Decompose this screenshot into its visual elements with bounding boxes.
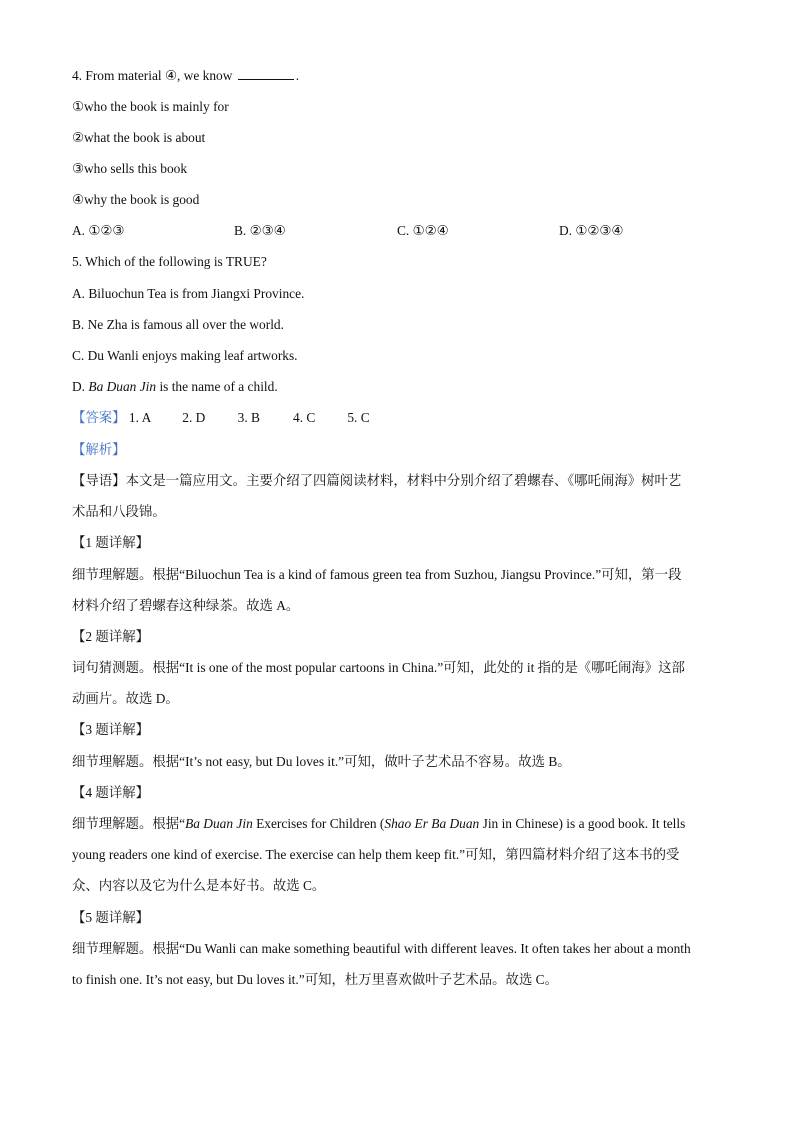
detail-4-italic: Ba Duan Jin <box>185 816 253 831</box>
question-5-stem: 5. Which of the following is TRUE? <box>72 254 267 269</box>
answer-item: 4. C <box>293 410 316 425</box>
detail-2-line-1: 词句猜测题。根据“It is one of the most popular cartoons in China.”可知，此处的 it 指的是《哪吒闹海》这部 <box>72 660 685 675</box>
detail-5-line-2: to finish one. It’s not easy, but Du loves it.”可知，杜万里喜欢做叶子艺术品。故选 C。 <box>72 972 559 987</box>
detail-4-text: Exercises for Children ( <box>252 816 385 831</box>
q5-option-a: A. Biluochun Tea is from Jiangxi Province. <box>72 286 305 301</box>
detail-3-label: 【3 题详解】 <box>72 722 149 737</box>
answer-item: 5. C <box>347 410 370 425</box>
q4-option-a: A. ①②③ <box>72 223 125 238</box>
answer-blank <box>238 67 294 80</box>
q4-option-b: B. ②③④ <box>234 223 286 238</box>
answer-item: 3. B <box>237 410 260 425</box>
detail-3-line-1: 细节理解题。根据“It’s not easy, but Du loves it.”可知，做叶子艺术品不容易。故选 B。 <box>72 754 571 769</box>
detail-4-line-2: young readers one kind of exercise. The exercise can help them keep fit.”可知，第四篇材料介绍了这本书的受 <box>72 847 680 862</box>
question-4-text: 4. From material ④, we know <box>72 68 233 83</box>
detail-5-label: 【5 题详解】 <box>72 910 149 925</box>
detail-2-label: 【2 题详解】 <box>72 629 149 644</box>
q4-option-c: C. ①②④ <box>397 223 449 238</box>
q4-item-2: ②what the book is about <box>72 130 206 145</box>
detail-1-line-1: 细节理解题。根据“Biluochun Tea is a kind of famous green tea from Suzhou, Jiangsu Province.”可知，第一段 <box>72 567 682 582</box>
detail-1-line-2: 材料介绍了碧螺春这种绿茶。故选 A。 <box>72 598 300 613</box>
q5-option-d-letter: D. <box>72 379 86 394</box>
q4-option-d: D. ①②③④ <box>559 223 624 238</box>
guide-label: 【导语】 <box>72 473 126 488</box>
question-4-end: . <box>295 68 300 83</box>
detail-4-line-3: 众、内容以及它为什么是本好书。故选 C。 <box>72 878 326 893</box>
guide-text: 本文是一篇应用文。主要介绍了四篇阅读材料，材料中分别介绍了碧螺春、《哪吒闹海》树叶艺 <box>125 473 682 488</box>
guide-line-1 <box>72 472 681 490</box>
q4-item-3: ③who sells this book <box>72 161 188 176</box>
answer-line <box>72 409 370 427</box>
q5-option-c: C. Du Wanli enjoys making leaf artworks. <box>72 348 298 363</box>
detail-4-text: 细节理解题。根据“ <box>72 816 186 831</box>
answer-item: 2. D <box>182 410 206 425</box>
q4-item-4: ④why the book is good <box>72 192 200 207</box>
detail-4-line-1 <box>72 815 685 833</box>
q4-item-1: ①who the book is mainly for <box>72 99 229 114</box>
analysis-label: 【解析】 <box>72 442 126 457</box>
answer-label: 【答案】 <box>72 410 126 425</box>
detail-5-line-1: 细节理解题。根据“Du Wanli can make something beautiful with different leaves. It often takes her about a month <box>72 941 691 956</box>
q5-option-b: B. Ne Zha is famous all over the world. <box>72 317 284 332</box>
guide-line-2: 术品和八段锦。 <box>72 504 166 519</box>
detail-4-italic: Shao Er Ba Duan <box>384 816 480 831</box>
detail-2-line-2: 动画片。故选 D。 <box>72 691 179 706</box>
detail-4-label: 【4 题详解】 <box>72 785 149 800</box>
q5-option-d-text: is the name of a child. <box>159 379 278 394</box>
answer-item: 1. A <box>128 410 152 425</box>
detail-4-text: Jin in Chinese) is a good book. It tells <box>479 816 686 831</box>
q5-option-d-italic: Ba Duan Jin <box>88 379 157 394</box>
question-4-stem <box>72 67 299 85</box>
detail-1-label: 【1 题详解】 <box>72 535 149 550</box>
q5-option-d <box>72 378 278 396</box>
